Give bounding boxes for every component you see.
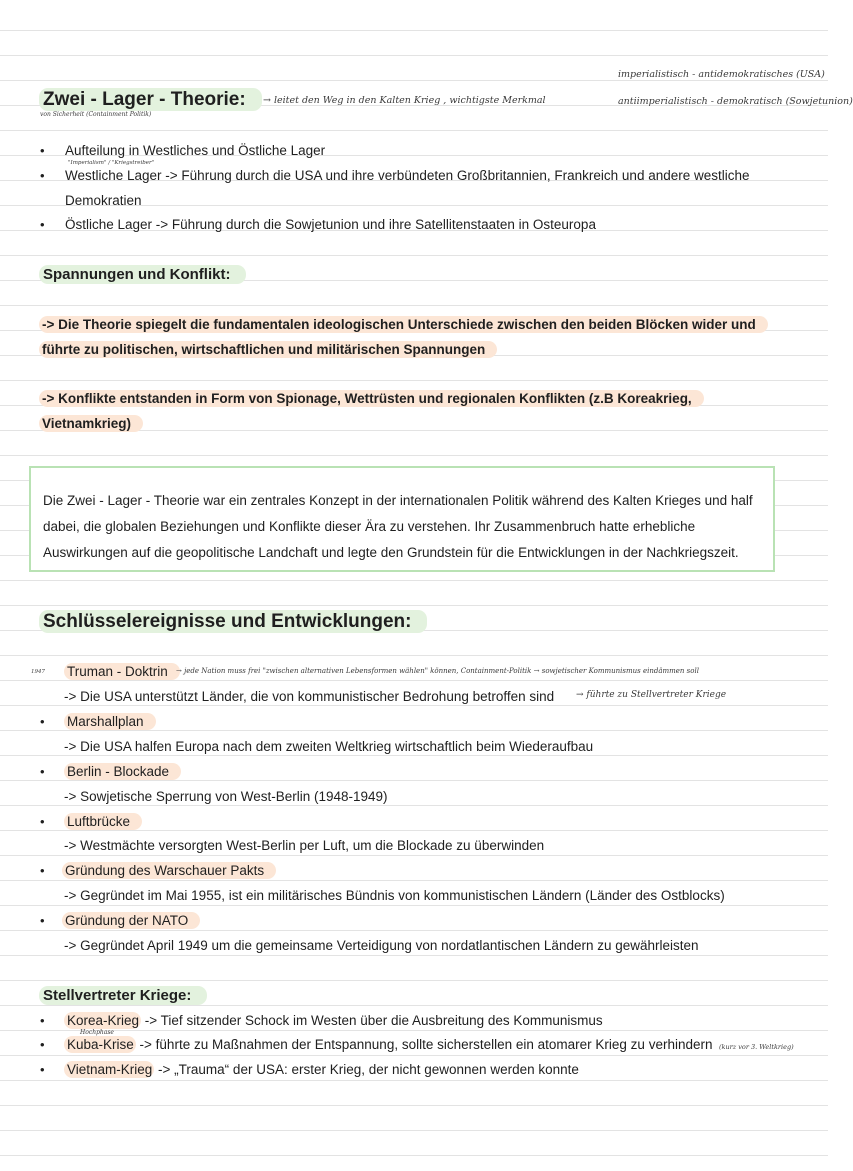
- event-truman: Truman - Doktrin: [64, 664, 180, 679]
- summary-box: [29, 466, 775, 572]
- truman-year: 1947: [31, 669, 45, 675]
- section-heading-proxy: Stellvertreter Kriege:: [39, 987, 207, 1004]
- proxy-kuba: Kuba-Krise -> führte zu Maßnahmen der Entspannung, sollte sicherstellen ein atomarer Krieg zu verhindern: [64, 1037, 712, 1052]
- bullet-icon: •: [40, 913, 45, 928]
- event-detail: -> Die USA halfen Europa nach dem zweiten Weltkrieg wirtschaftlich beim Wiederaufbau: [64, 739, 594, 754]
- section-heading-tension: Spannungen und Konflikt:: [39, 266, 246, 283]
- truman-detail: -> Die USA unterstützt Länder, die von kommunistischer Bedrohung betroffen sind: [64, 689, 555, 704]
- bullet-icon: •: [40, 1062, 45, 1077]
- proxy-korea: Korea-Krieg -> Tief sitzender Schock im Westen über die Ausbreitung des Kommunismus: [64, 1013, 603, 1028]
- intro-bullet-2-cont: Demokratien: [65, 193, 142, 208]
- summary-text: Die Zwei - Lager - Theorie war ein zentrales Konzept in der internationalen Politik während des Kalten Krieges und half dabei, die globalen Beziehungen und Konflikte dieser Ära zu verstehen. Ihr Zusammenbruch hatte erhebliche Auswirkungen auf die geopolitische Landchaft und legte den Grundstein für die Entwicklungen in der Nachkriegszeit.: [43, 493, 753, 560]
- event-luftbruecke: Luftbrücke: [64, 814, 142, 829]
- tension-p1-line1: -> Die Theorie spiegelt die fundamentalen ideologischen Unterschiede zwischen den beiden Blöcken wider und: [39, 317, 768, 332]
- bullet-icon: •: [40, 1013, 45, 1028]
- event-marshallplan: Marshallplan: [64, 714, 156, 729]
- top-right-note-usa: imperialistisch - antidemokratisches (USA): [618, 69, 825, 80]
- truman-note: → jede Nation muss frei "zwischen alternativen Lebensformen wählen" können, Containment-Politik → sowjetischer Kommunismus eindämmen soll: [176, 667, 699, 675]
- tension-p1-line2: führte zu politischen, wirtschaftlichen und militärischen Spannungen: [39, 342, 497, 357]
- top-right-note-soviet: antiimperialistisch - demokratisch (Sowjetunion): [618, 96, 853, 107]
- tension-p2-line2: Vietnamkrieg): [39, 416, 143, 431]
- bullet-icon: •: [40, 168, 45, 183]
- event-detail: -> Sowjetische Sperrung von West-Berlin (1948-1949): [64, 789, 388, 804]
- title-sub-note: von Sicherheit (Containment Politik): [40, 111, 152, 118]
- page-title: Zwei - Lager - Theorie:: [39, 89, 262, 111]
- event-nato: Gründung der NATO: [62, 913, 200, 928]
- event-berlin-blockade: Berlin - Blockade: [64, 764, 181, 779]
- bullet-icon: •: [40, 714, 45, 729]
- title-arrow-note: → leitet den Weg in den Kalten Krieg , wichtigste Merkmal: [263, 95, 546, 106]
- bullet-icon: •: [40, 1037, 45, 1052]
- intro-bullet-1: Aufteilung in Westliches und Östliche Lager: [65, 143, 326, 158]
- intro-bullet-2: Westliche Lager -> Führung durch die USA und ihre verbündeten Großbritannien, Frankreich und andere westliche: [65, 168, 750, 183]
- bullet-icon: •: [40, 814, 45, 829]
- tension-p2-line1: -> Konflikte entstanden in Form von Spionage, Wettrüsten und regionalen Konflikten (z.B Koreakrieg,: [39, 391, 704, 406]
- event-detail: -> Gegründet April 1949 um die gemeinsame Verteidigung von nordatlantischen Ländern zu gewährleisten: [64, 938, 699, 953]
- kuba-side-note: (kurz vor 3. Weltkrieg): [719, 1043, 794, 1051]
- section-heading-events: Schlüsselereignisse und Entwicklungen:: [39, 611, 427, 633]
- kuba-top-note: Hochphase: [80, 1029, 114, 1036]
- truman-detail-note: → führte zu Stellvertreter Kriege: [576, 690, 727, 700]
- event-warschauer-pakt: Gründung des Warschauer Pakts: [62, 863, 276, 878]
- proxy-vietnam: Vietnam-Krieg -> „Trauma“ der USA: erster Krieg, der nicht gewonnen werden konnte: [64, 1062, 579, 1077]
- event-detail: -> Gegründet im Mai 1955, ist ein militärisches Bündnis von kommunistischen Ländern (Länder des Ostblocks): [64, 888, 725, 903]
- bullet-icon: •: [40, 217, 45, 232]
- intro-bullet-3: Östliche Lager -> Führung durch die Sowjetunion und ihre Satellitenstaaten in Osteuropa: [65, 217, 596, 232]
- bullet-icon: •: [40, 863, 45, 878]
- bullet-icon: •: [40, 143, 45, 158]
- westliche-note: "Imperialism" / "Kriegstreiber": [68, 160, 155, 166]
- event-detail: -> Westmächte versorgten West-Berlin per Luft, um die Blockade zu überwinden: [64, 838, 545, 853]
- bullet-icon: •: [40, 764, 45, 779]
